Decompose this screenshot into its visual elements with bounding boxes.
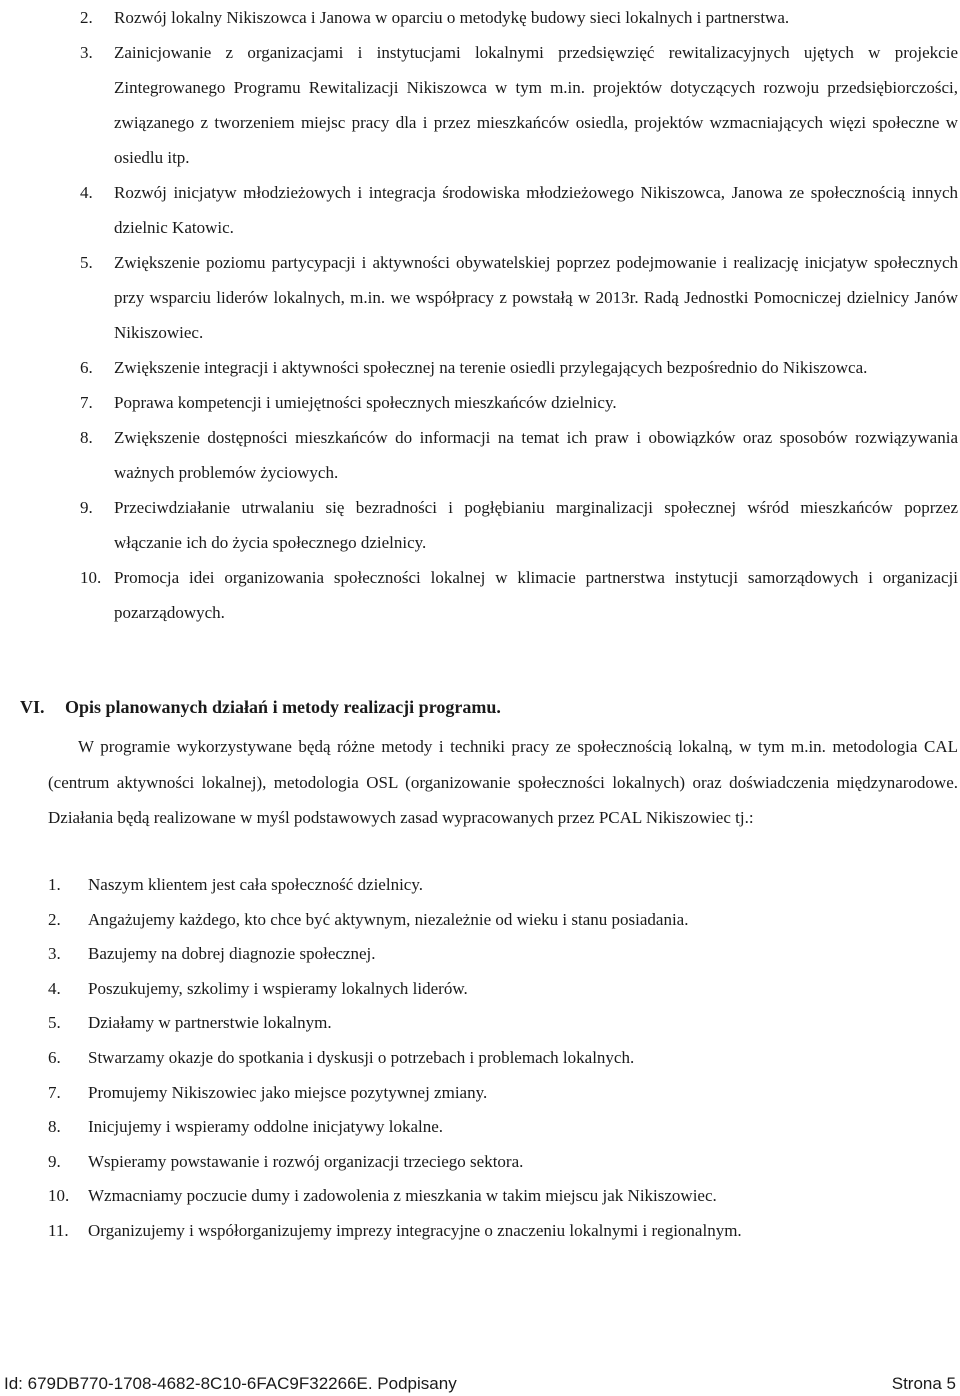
list-item-number: 6. <box>48 1047 61 1067</box>
list-item <box>80 0 958 35</box>
list-item-number: 7. <box>48 1082 61 1102</box>
list-item-number: 2. <box>80 8 93 27</box>
list-item <box>80 490 958 560</box>
list-item <box>48 868 958 903</box>
list-item-text: Promocja idei organizowania społeczności lokalnej w klimacie partnerstwa instytucji samorządowych i organizacji pozarządowych. <box>114 568 958 622</box>
list-item <box>48 903 958 938</box>
principles-list <box>48 868 958 1249</box>
section-heading <box>20 692 501 722</box>
list-item-text: Zainicjowanie z organizacjami i instytucjami lokalnymi przedsięwzięć rewitalizacyjnych ujętych w projekcie Zintegrowanego Programu Rewitalizacji Nikiszowca w tym m.in. projektów dotyczących rozwoju przedsiębiorczości, związanego z tworzeniem miejsc pracy dla i przez mieszkańców osiedla, projektów wzmacniających więzi społeczne w osiedlu itp. <box>114 43 958 167</box>
list-item <box>80 350 958 385</box>
list-item-text: Organizujemy i współorganizujemy imprezy integracyjne o znaczeniu lokalnymi i regionalnym. <box>88 1220 742 1240</box>
list-item-number: 9. <box>80 498 93 517</box>
list-item-number: 8. <box>80 428 93 447</box>
list-item-text: Zwiększenie integracji i aktywności społecznej na terenie osiedli przylegających bezpośrednio do Nikiszowca. <box>114 358 868 377</box>
list-item-number: 5. <box>80 253 93 272</box>
section-title: Opis planowanych działań i metody realizacji programu. <box>65 697 501 717</box>
list-item <box>80 245 958 350</box>
list-item-number: 7. <box>80 393 93 412</box>
list-item-text: Naszym klientem jest cała społeczność dzielnicy. <box>88 875 423 894</box>
list-item <box>48 1179 958 1214</box>
list-item-text: Zwiększenie poziomu partycypacji i aktywności obywatelskiej poprzez podejmowanie i realizację inicjatyw społecznych przy wsparciu liderów lokalnych, m.in. we współpracy z powstałą w 2013r. Radą Jednostki Pomocniczej dzielnicy Janów Nikiszowiec. <box>114 253 958 342</box>
list-item-number: 4. <box>48 978 61 998</box>
list-item <box>80 385 958 420</box>
list-item-number: 2. <box>48 909 61 929</box>
list-item-text: Poszukujemy, szkolimy i wspieramy lokalnych liderów. <box>88 978 468 998</box>
list-item-text: Wspieramy powstawanie i rozwój organizacji trzeciego sektora. <box>88 1151 524 1171</box>
list-item-number: 4. <box>80 183 93 202</box>
list-item-text: Wzmacniamy poczucie dumy i zadowolenia z mieszkania w takim miejscu jak Nikiszowiec. <box>88 1186 717 1206</box>
list-item <box>48 972 958 1007</box>
objectives-list <box>80 0 958 630</box>
section-paragraph: W programie wykorzystywane będą różne metody i techniki pracy ze społecznością lokalną, w tym m.in. metodologia CAL (centrum aktywności lokalnej), metodologia OSL (organizowanie społeczności lokalnych) oraz doświadczenia międzynarodowe. Działania będą realizowane w myśl podstawowych zasad wypracowanych przez PCAL Nikiszowiec tj.: <box>48 737 958 827</box>
list-item-text: Przeciwdziałanie utrwalaniu się bezradności i pogłębianiu marginalizacji społecznej wśród mieszkańców poprzez włączanie ich do życia społecznego dzielnicy. <box>114 498 958 552</box>
list-item-text: Zwiększenie dostępności mieszkańców do informacji na temat ich praw i obowiązków oraz sposobów rozwiązywania ważnych problemów życiowych. <box>114 428 958 482</box>
list-item <box>48 1041 958 1076</box>
list-item-number: 3. <box>80 43 93 62</box>
list-item <box>80 560 958 630</box>
page-footer <box>4 1371 956 1396</box>
list-item <box>48 1110 958 1145</box>
list-item-number: 11. <box>48 1220 69 1240</box>
list-item-number: 6. <box>80 358 93 377</box>
list-item-number: 3. <box>48 944 61 964</box>
list-item-number: 10. <box>80 568 102 587</box>
list-item-text: Promujemy Nikiszowiec jako miejsce pozytywnej zmiany. <box>88 1082 488 1102</box>
list-item-text: Inicjujemy i wspieramy oddolne inicjatywy lokalne. <box>88 1117 444 1137</box>
list-item <box>48 1006 958 1041</box>
list-item <box>80 35 958 175</box>
list-item <box>48 1076 958 1111</box>
list-item-number: 1. <box>48 875 61 894</box>
list-item-text: Rozwój inicjatyw młodzieżowych i integracja środowiska młodzieżowego Nikiszowca, Janowa ze społecznością innych dzielnic Katowic. <box>114 183 958 237</box>
list-item-number: 8. <box>48 1117 61 1137</box>
list-item <box>48 937 958 972</box>
list-item <box>48 1214 958 1249</box>
list-item-text: Bazujemy na dobrej diagnozie społecznej. <box>88 944 376 964</box>
list-item-text: Poprawa kompetencji i umiejętności społecznych mieszkańców dzielnicy. <box>114 393 617 412</box>
list-item-text: Angażujemy każdego, kto chce być aktywnym, niezależnie od wieku i stanu posiadania. <box>88 909 689 929</box>
section-number: VI. <box>20 697 45 717</box>
list-item-number: 10. <box>48 1186 70 1206</box>
list-item-number: 9. <box>48 1151 61 1171</box>
list-item-number: 5. <box>48 1013 61 1033</box>
list-item-text: Stwarzamy okazje do spotkania i dyskusji o potrzebach i problemach lokalnych. <box>88 1047 635 1067</box>
list-item <box>80 420 958 490</box>
document-id: Id: 679DB770-1708-4682-8C10-6FAC9F32266E. Podpisany <box>4 1374 457 1393</box>
list-item <box>80 175 958 245</box>
list-item-text: Działamy w partnerstwie lokalnym. <box>88 1013 332 1033</box>
page-number: Strona 5 <box>891 1374 956 1393</box>
list-item-text: Rozwój lokalny Nikiszowca i Janowa w oparciu o metodykę budowy sieci lokalnych i partnerstwa. <box>114 8 790 27</box>
list-item <box>48 1145 958 1180</box>
